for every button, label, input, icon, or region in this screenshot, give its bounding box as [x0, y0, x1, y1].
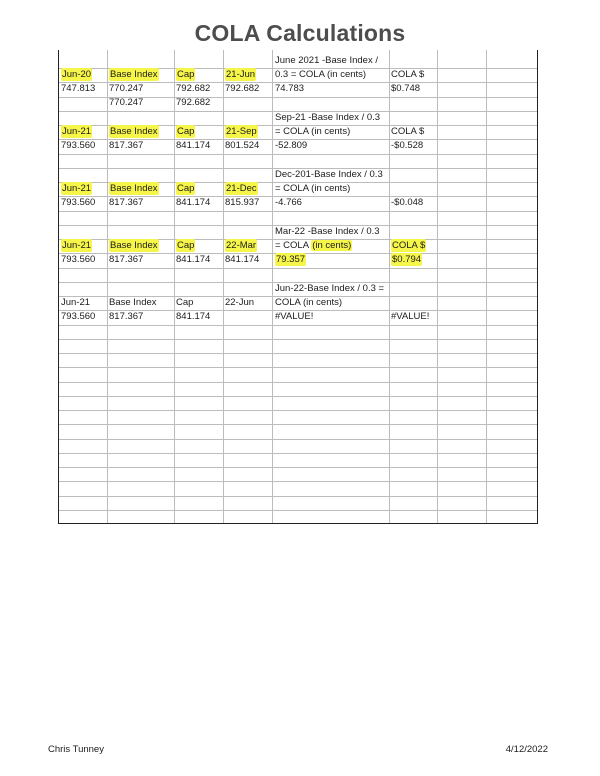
cap-value: 841.174 — [176, 254, 211, 265]
description-line-1: Sep-21 -Base Index / 0.3 — [275, 112, 381, 123]
description-line-2: 0.3 = COLA (in cents) — [275, 69, 367, 80]
end-index-value: 841.174 — [225, 254, 260, 265]
row-gridline — [59, 211, 537, 212]
cola-cents-value: 74.783 — [275, 83, 305, 94]
column-gridline — [272, 50, 273, 523]
start-month-header: Jun-21 — [62, 126, 92, 137]
cola-dollar-header: COLA $ — [392, 240, 426, 251]
row-gridline — [59, 396, 537, 397]
column-gridline — [174, 50, 175, 523]
cola-dollar-value: #VALUE! — [391, 311, 430, 322]
row-gridline — [59, 339, 537, 340]
cap-header: Cap — [177, 183, 195, 194]
document-date: 4/12/2022 — [505, 744, 548, 755]
cola-dollar-header: COLA $ — [391, 126, 425, 137]
row-gridline — [59, 510, 537, 511]
start-month-header: Jun-21 — [62, 183, 92, 194]
start-month-header: Jun-21 — [61, 297, 91, 308]
row-gridline — [59, 382, 537, 383]
description-line-2: = COLA (in cents) — [275, 126, 351, 137]
cap-value: 841.174 — [176, 311, 211, 322]
row-gridline — [59, 325, 537, 326]
row-gridline — [59, 410, 537, 411]
base-index-value: 817.367 — [109, 254, 144, 265]
cola-dollar-value: -$0.048 — [391, 197, 424, 208]
spreadsheet-grid — [58, 50, 538, 524]
description-line-2: = COLA (in cents) — [275, 183, 351, 194]
end-index-value: 792.682 — [225, 83, 260, 94]
base-index-extra: 770.247 — [109, 97, 144, 108]
cap-header: Cap — [176, 297, 194, 308]
row-gridline — [59, 496, 537, 497]
description-line-1: Jun-22-Base Index / 0.3 = — [275, 283, 385, 294]
cap-value: 841.174 — [176, 140, 211, 151]
start-index-value: 747.813 — [61, 83, 96, 94]
cola-cents-value: #VALUE! — [275, 311, 314, 322]
column-gridline — [223, 50, 224, 523]
cola-dollar-value: -$0.528 — [391, 140, 424, 151]
end-month-header: 22-Mar — [226, 240, 257, 251]
base-index-value: 770.247 — [109, 83, 144, 94]
end-index-value: 815.937 — [225, 197, 260, 208]
description-line-1: June 2021 -Base Index / — [275, 55, 378, 66]
column-gridline — [437, 50, 438, 523]
cap-header: Cap — [177, 240, 195, 251]
description-line-2b: (in cents) — [312, 240, 352, 251]
start-index-value: 793.560 — [61, 140, 96, 151]
cap-header: Cap — [177, 126, 195, 137]
start-index-value: 793.560 — [61, 311, 96, 322]
end-month-header: 22-Jun — [225, 297, 255, 308]
cap-header: Cap — [177, 69, 195, 80]
base-index-header: Base Index — [110, 240, 158, 251]
cola-dollar-value: $0.794 — [392, 254, 422, 265]
base-index-header: Base Index — [109, 297, 157, 308]
page-title: COLA Calculations — [194, 20, 406, 46]
row-gridline — [59, 154, 537, 155]
column-gridline — [389, 50, 390, 523]
cola-dollar-header: COLA $ — [391, 69, 425, 80]
end-month-header: 21-Dec — [226, 183, 257, 194]
description-line-1: Dec-201-Base Index / 0.3 — [275, 169, 383, 180]
cap-value: 841.174 — [176, 197, 211, 208]
row-gridline — [59, 424, 537, 425]
column-gridline — [107, 50, 108, 523]
row-gridline — [59, 467, 537, 468]
row-gridline — [59, 367, 537, 368]
base-index-value: 817.367 — [109, 311, 144, 322]
column-gridline — [486, 50, 487, 523]
base-index-header: Base Index — [110, 69, 158, 80]
base-index-header: Base Index — [110, 183, 158, 194]
start-month-header: Jun-21 — [62, 240, 92, 251]
row-gridline — [59, 268, 537, 269]
cola-cents-value: 79.357 — [276, 254, 306, 265]
description-line-1: Mar-22 -Base Index / 0.3 — [275, 226, 380, 237]
base-index-value: 817.367 — [109, 197, 144, 208]
author-name: Chris Tunney — [48, 744, 104, 755]
row-gridline — [59, 439, 537, 440]
start-index-value: 793.560 — [61, 254, 96, 265]
end-index-value: 801.524 — [225, 140, 260, 151]
cola-dollar-value: $0.748 — [391, 83, 421, 94]
base-index-header: Base Index — [110, 126, 158, 137]
description-line-2a: = COLA — [275, 240, 309, 251]
start-index-value: 793.560 — [61, 197, 96, 208]
end-month-header: 21-Sep — [226, 126, 257, 137]
description-line-2 — [275, 239, 352, 252]
cola-cents-value: -52.809 — [275, 140, 308, 151]
start-month-header: Jun-20 — [62, 69, 92, 80]
row-gridline — [59, 481, 537, 482]
cap-value: 792.682 — [176, 83, 211, 94]
end-month-header: 21-Jun — [226, 69, 256, 80]
cola-cents-value: -4.766 — [275, 197, 302, 208]
description-line-2: COLA (in cents) — [275, 297, 343, 308]
row-gridline — [59, 453, 537, 454]
base-index-value: 817.367 — [109, 140, 144, 151]
row-gridline — [59, 353, 537, 354]
cap-extra: 792.682 — [176, 97, 211, 108]
